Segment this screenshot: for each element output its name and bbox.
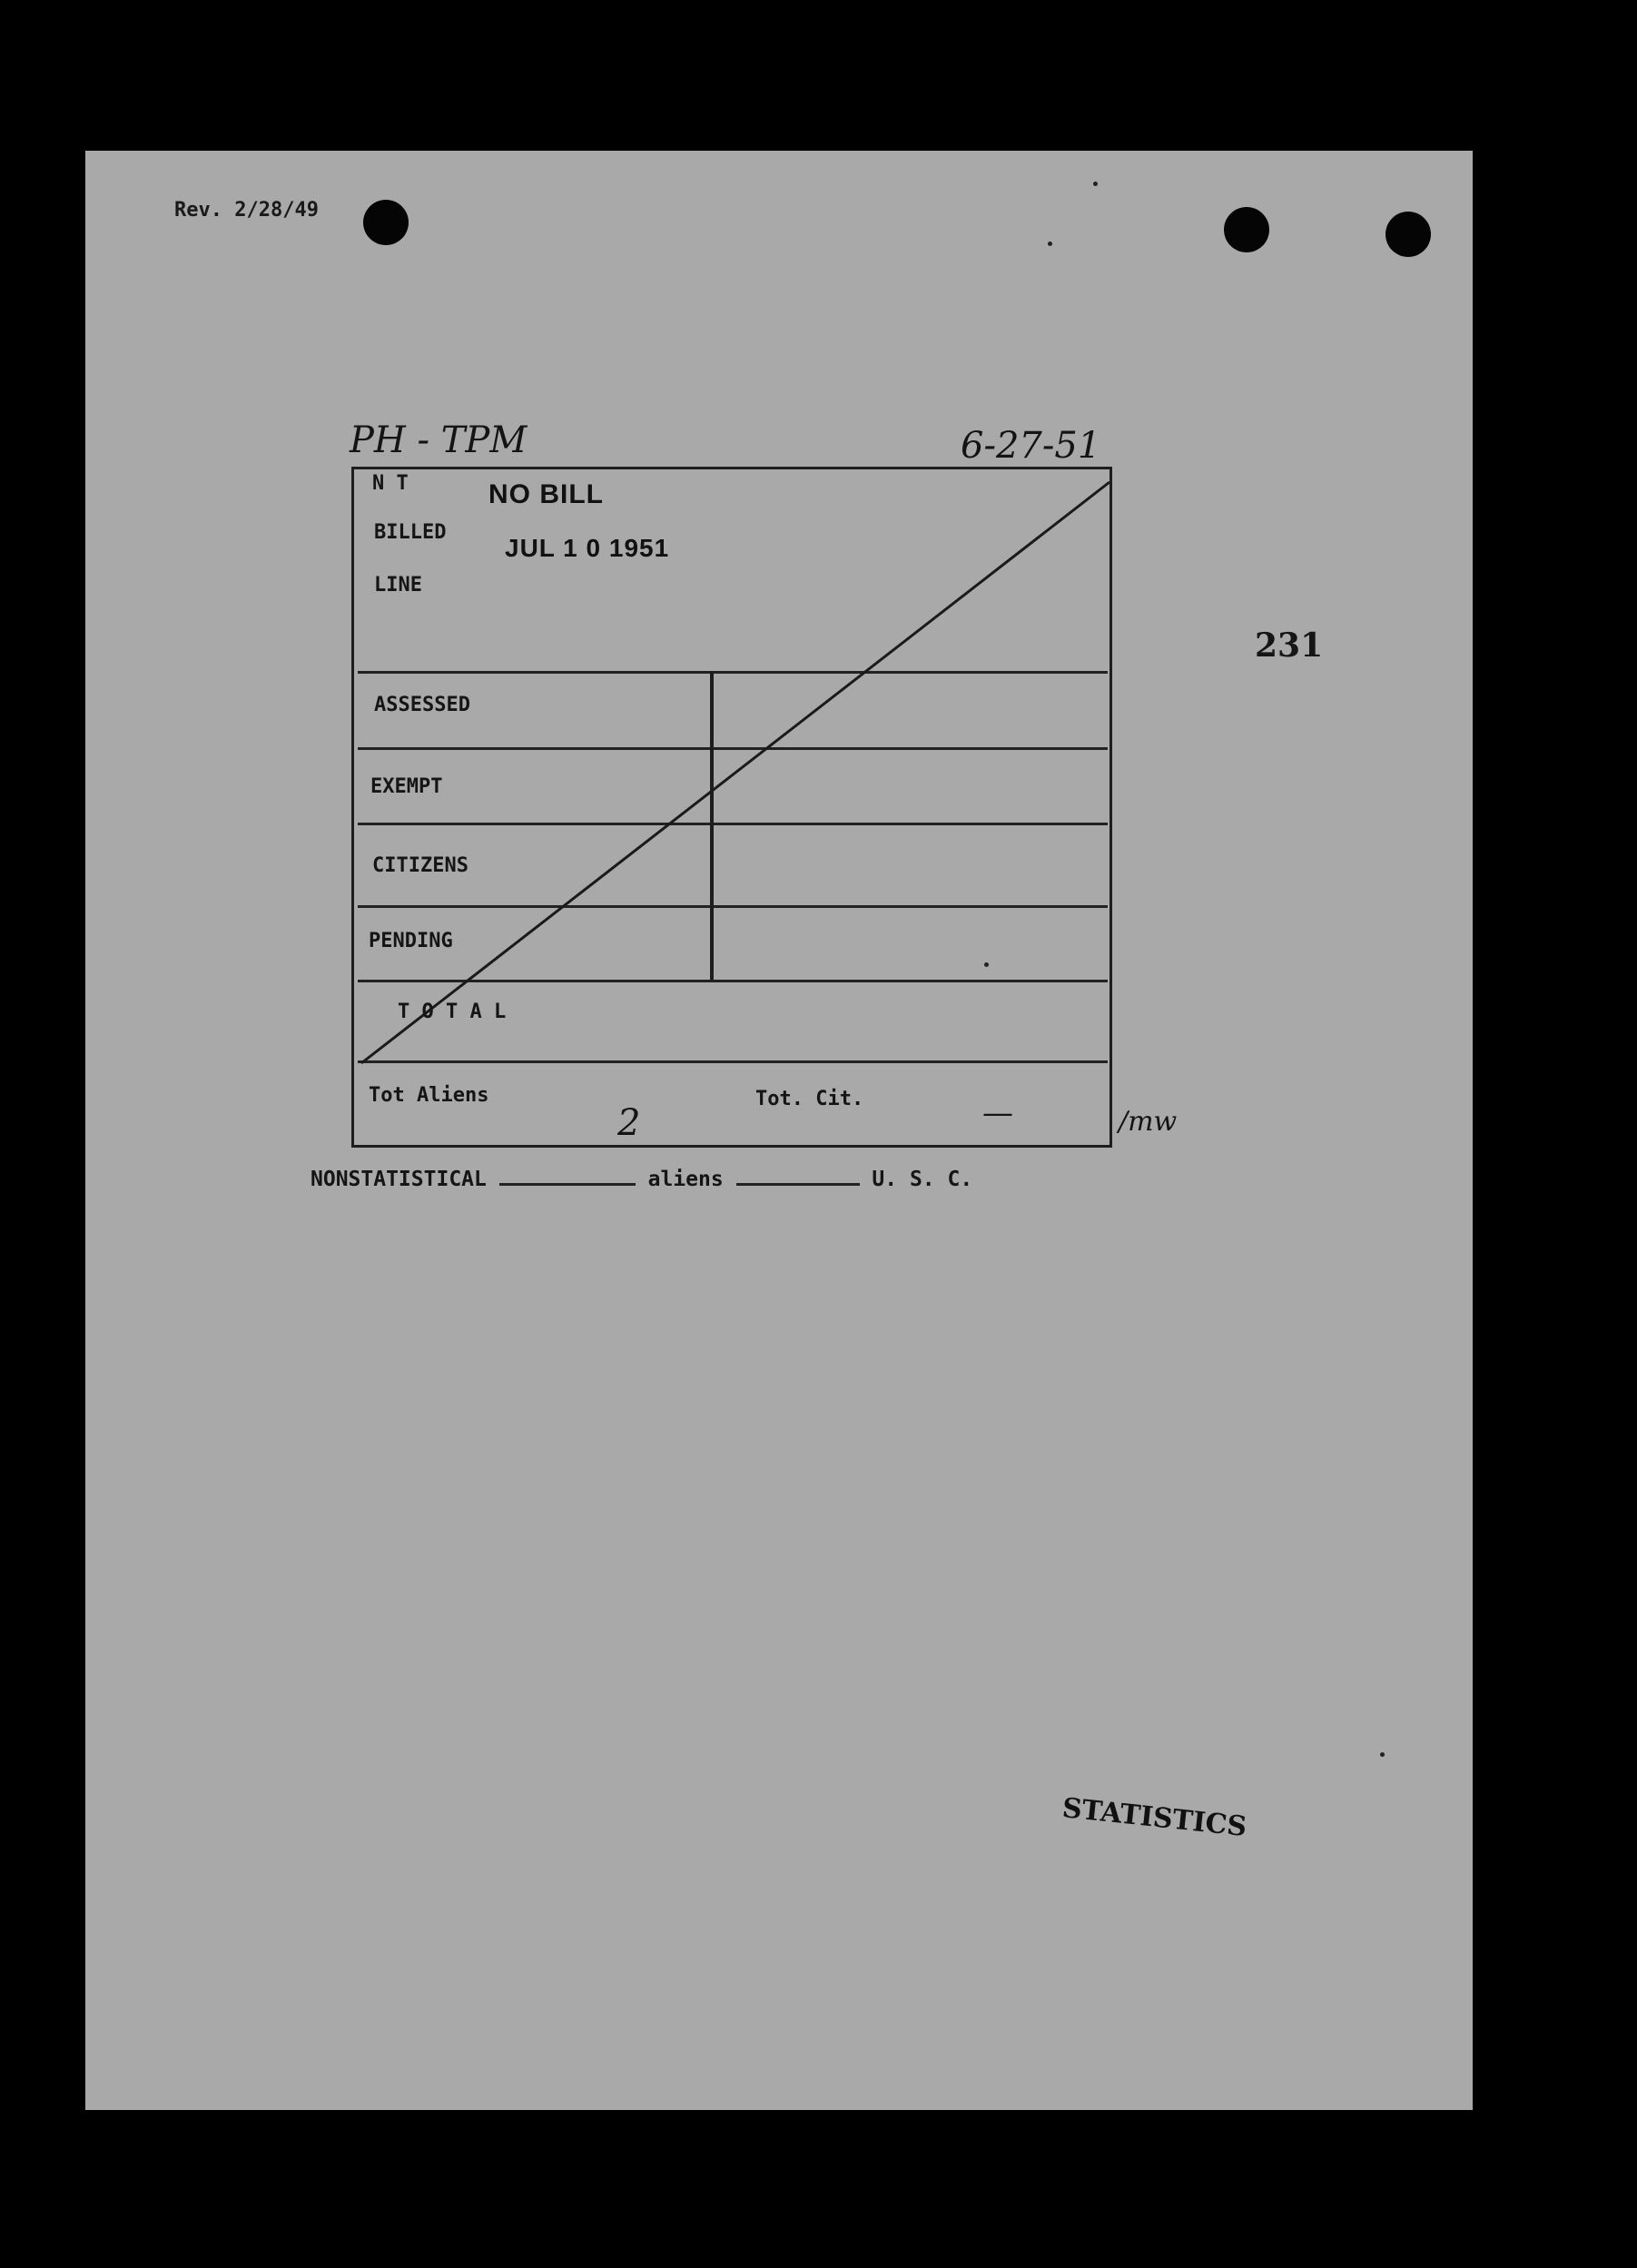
handwritten-date: 6-27-51 <box>961 425 1101 467</box>
punch-hole-center <box>1224 207 1269 252</box>
paper-speck <box>1048 242 1052 246</box>
stamp-date: JUL 1 0 1951 <box>505 534 670 562</box>
nonstatistical-line <box>311 1168 972 1191</box>
punch-hole-left <box>363 200 409 245</box>
punch-hole-right <box>1386 212 1431 257</box>
row-label-line: LINE <box>374 574 422 597</box>
handwritten-initials: /mw <box>1119 1106 1178 1138</box>
tot-aliens-label: Tot Aliens <box>369 1084 489 1107</box>
row-label-nt: N T <box>372 472 409 495</box>
row-label-billed: BILLED <box>374 521 447 544</box>
aliens-label: aliens <box>647 1168 724 1191</box>
stamp-statistics: STATISTICS <box>1060 1792 1248 1844</box>
tot-aliens-value: 2 <box>617 1102 641 1144</box>
form-revision: Rev. 2/28/49 <box>174 199 319 222</box>
row-label-citizens: CITIZENS <box>372 854 468 877</box>
total-label: T O T A L <box>398 1001 507 1023</box>
page-number: 231 <box>1255 626 1324 665</box>
cancel-diagonal-line <box>354 469 1109 1145</box>
nonstatistical-label: NONSTATISTICAL <box>311 1168 487 1191</box>
handwritten-office-code: PH - TPM <box>350 419 528 461</box>
paper-speck <box>1093 182 1098 186</box>
row-label-assessed: ASSESSED <box>374 694 470 716</box>
paper-speck <box>1380 1752 1385 1757</box>
nonstatistical-aliens-blank <box>499 1183 636 1186</box>
statistics-form-box <box>351 467 1112 1148</box>
usc-label: U. S. C. <box>872 1168 973 1191</box>
row-label-pending: PENDING <box>369 930 453 952</box>
tot-cit-value: — <box>982 1095 1013 1131</box>
stamp-no-bill: NO BILL <box>488 479 604 509</box>
row-label-exempt: EXEMPT <box>370 775 443 798</box>
tot-cit-label: Tot. Cit. <box>755 1088 864 1110</box>
nonstatistical-usc-blank <box>736 1183 860 1186</box>
